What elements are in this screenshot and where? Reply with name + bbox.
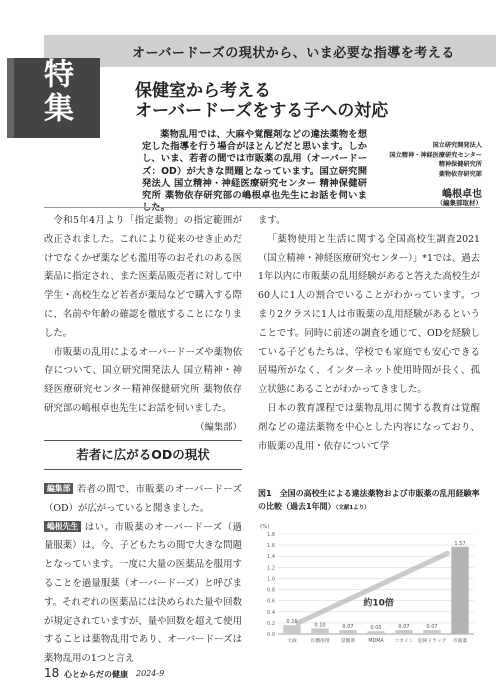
x-tick-label: 危険ドラッグ (417, 639, 447, 644)
body-paragraph: ます。 (258, 215, 286, 226)
data-label: 0.07 (398, 624, 410, 631)
right-column (258, 212, 480, 456)
dialog-turn (44, 481, 242, 519)
data-label: 0.16 (286, 619, 298, 626)
bar-大麻 (283, 625, 300, 634)
header-divider (44, 207, 480, 208)
page-number: 18 (44, 666, 60, 680)
interview-dialog (44, 481, 242, 669)
data-label: 0.05 (370, 625, 382, 632)
data-label: 0.07 (342, 624, 354, 631)
x-tick-label: コカイン (394, 639, 414, 644)
dialog-text: はい。市販薬のオーバードーズ（過量服薬）は、今、子どもたちの間で大きな問題となっています。一度に大量の医薬品を服用することを過量服薬（オーバードーズ）と呼びます。それぞれの医薬品には決められた量や回数が規定されていますが、量や回数を超えて使用することは薬物乱用であり、オーバードーズは薬物乱用の1つと言え (44, 521, 242, 665)
data-label: 1.57 (454, 540, 466, 547)
x-tick-label: 覚醒剤 (340, 639, 356, 644)
left-column (44, 212, 242, 438)
x-tick-label: 有機溶剤 (310, 639, 330, 644)
section-heading: 若者に広がるODの現状 (44, 440, 242, 470)
y-axis-unit: (%) (260, 524, 270, 530)
body-paragraph: 市販薬の乱用によるオーバードーズや薬物依存について、国立研究開発法人 国立精神・神経医療研究センター精神保健研究所 薬物依存研究部の嶋根卓也先生にお話を伺いました。 (44, 346, 242, 414)
y-tick-label: 1.8 (267, 532, 275, 538)
body-paragraph: 日本の教育課程では薬物乱用に関する教育は覚醒剤などの違法薬物を中心とした内容になっており、市販薬の乱用・依存について学 (258, 402, 480, 452)
figure-title: 図1 全国の高校生による違法薬物および市販薬の乱用経験率の比較（過去1年間） (258, 489, 480, 511)
speaker-tag: 嶋根先生 (44, 521, 81, 532)
speaker-tag: 編集部 (44, 483, 73, 494)
data-label: 0.10 (314, 622, 326, 629)
lead-body: 薬物乱用では、大麻や覚醒剤などの違法薬物を想定した指導を行う場合がほとんどだと思います。しかし、いま、若者の間では市販薬の乱用（オーバードーズ：OD）が大きな問題となっています。国立研究開発法人 国立精神・神経医療研究センター 精神保健研究所 薬物依存研究部の嶋根卓也先生にお話を伺いま (142, 129, 367, 202)
bar-有機溶剤 (311, 628, 328, 634)
affiliation-line: 国立研究開発法人 (432, 142, 482, 149)
bar-覚醒剤 (339, 630, 356, 634)
y-tick-label: 0.2 (267, 620, 275, 627)
affiliation-line: 国立精神・神経医療研究センター (389, 151, 482, 159)
figure-source: （文献1より） (335, 504, 370, 511)
author-note: （編集部取材） (436, 199, 482, 207)
dialog-turn (44, 519, 242, 669)
affiliation-line: 薬物依存研究部 (438, 170, 482, 178)
author-name: 嶋根卓也 (442, 189, 482, 200)
x-tick-label: 大麻 (287, 639, 297, 644)
figure-caption (258, 488, 480, 514)
article-title-line1: 保健室から考える (135, 81, 271, 101)
y-tick-label: 0.0 (267, 632, 275, 638)
y-tick-label: 1.4 (267, 554, 275, 561)
page-footer (44, 666, 244, 686)
lead-text (142, 129, 367, 214)
y-tick-label: 1.0 (267, 576, 275, 583)
y-tick-label: 1.2 (267, 565, 275, 572)
editorial-credit: （編集部） (195, 421, 242, 433)
author-affiliation (372, 141, 482, 179)
body-paragraph: 令和5年4月より「指定薬物」の指定範囲が改正されました。これにより従来のせき止めだけでなくかぜ薬なども濫用等のおそれのある医薬品に指定され、また医薬品販売者に対して中学生・高校生など若者が薬局などで購入する際に、名前や年齢の確認を徹底することになりました。 (44, 215, 242, 339)
issue-date: 2024-9 (136, 669, 165, 678)
y-tick-label: 0.6 (267, 598, 275, 605)
article-header (0, 0, 496, 205)
y-tick-label: 0.4 (267, 609, 275, 616)
y-tick-label: 1.6 (267, 543, 275, 550)
special-label: 特集 (38, 58, 73, 126)
data-label: 0.07 (426, 624, 438, 631)
magazine-name: 心とからだの健康 (64, 670, 128, 679)
bar-危険ドラッグ (423, 630, 440, 634)
bar-コカイン (395, 630, 412, 634)
special-label-accent (7, 58, 14, 138)
bar-市販薬 (451, 547, 468, 634)
chart-annotation: 約10倍 (363, 598, 394, 609)
x-tick-label: MDMA (368, 639, 384, 644)
dialog-text: 若者の間で、市販薬のオーバードーズ（OD）が広がっていると聞きました。 (44, 484, 242, 514)
x-tick-label: 市販薬 (452, 639, 468, 644)
series-title: オーバードーズの現状から、いま必要な指導を考える (132, 46, 455, 61)
affiliation-line: 精神保健研究所 (438, 161, 482, 168)
article-title-line2: オーバードーズをする子への対応 (135, 101, 389, 121)
bar-MDMA (367, 631, 384, 634)
comparison-arrow (298, 553, 447, 622)
bar-chart (256, 518, 482, 658)
body-paragraph: 「薬物使用と生活に関する全国高校生調査2021（国立精神・神経医療研究センター）」*1では、過去1年以内に市販薬の乱用経験があると答えた高校生が60人に1人の割合でいることがわかっています。つまり2クラスに1人は市販薬の乱用経験があるということです。同時に前述の調査を通じて、ODを経験している子どもたちは、学校でも家庭でも安心できる居場所がなく、インターネット使用時間が長く、孤立状態にあることがわかってきました。 (258, 233, 480, 396)
y-tick-label: 0.8 (267, 587, 275, 594)
